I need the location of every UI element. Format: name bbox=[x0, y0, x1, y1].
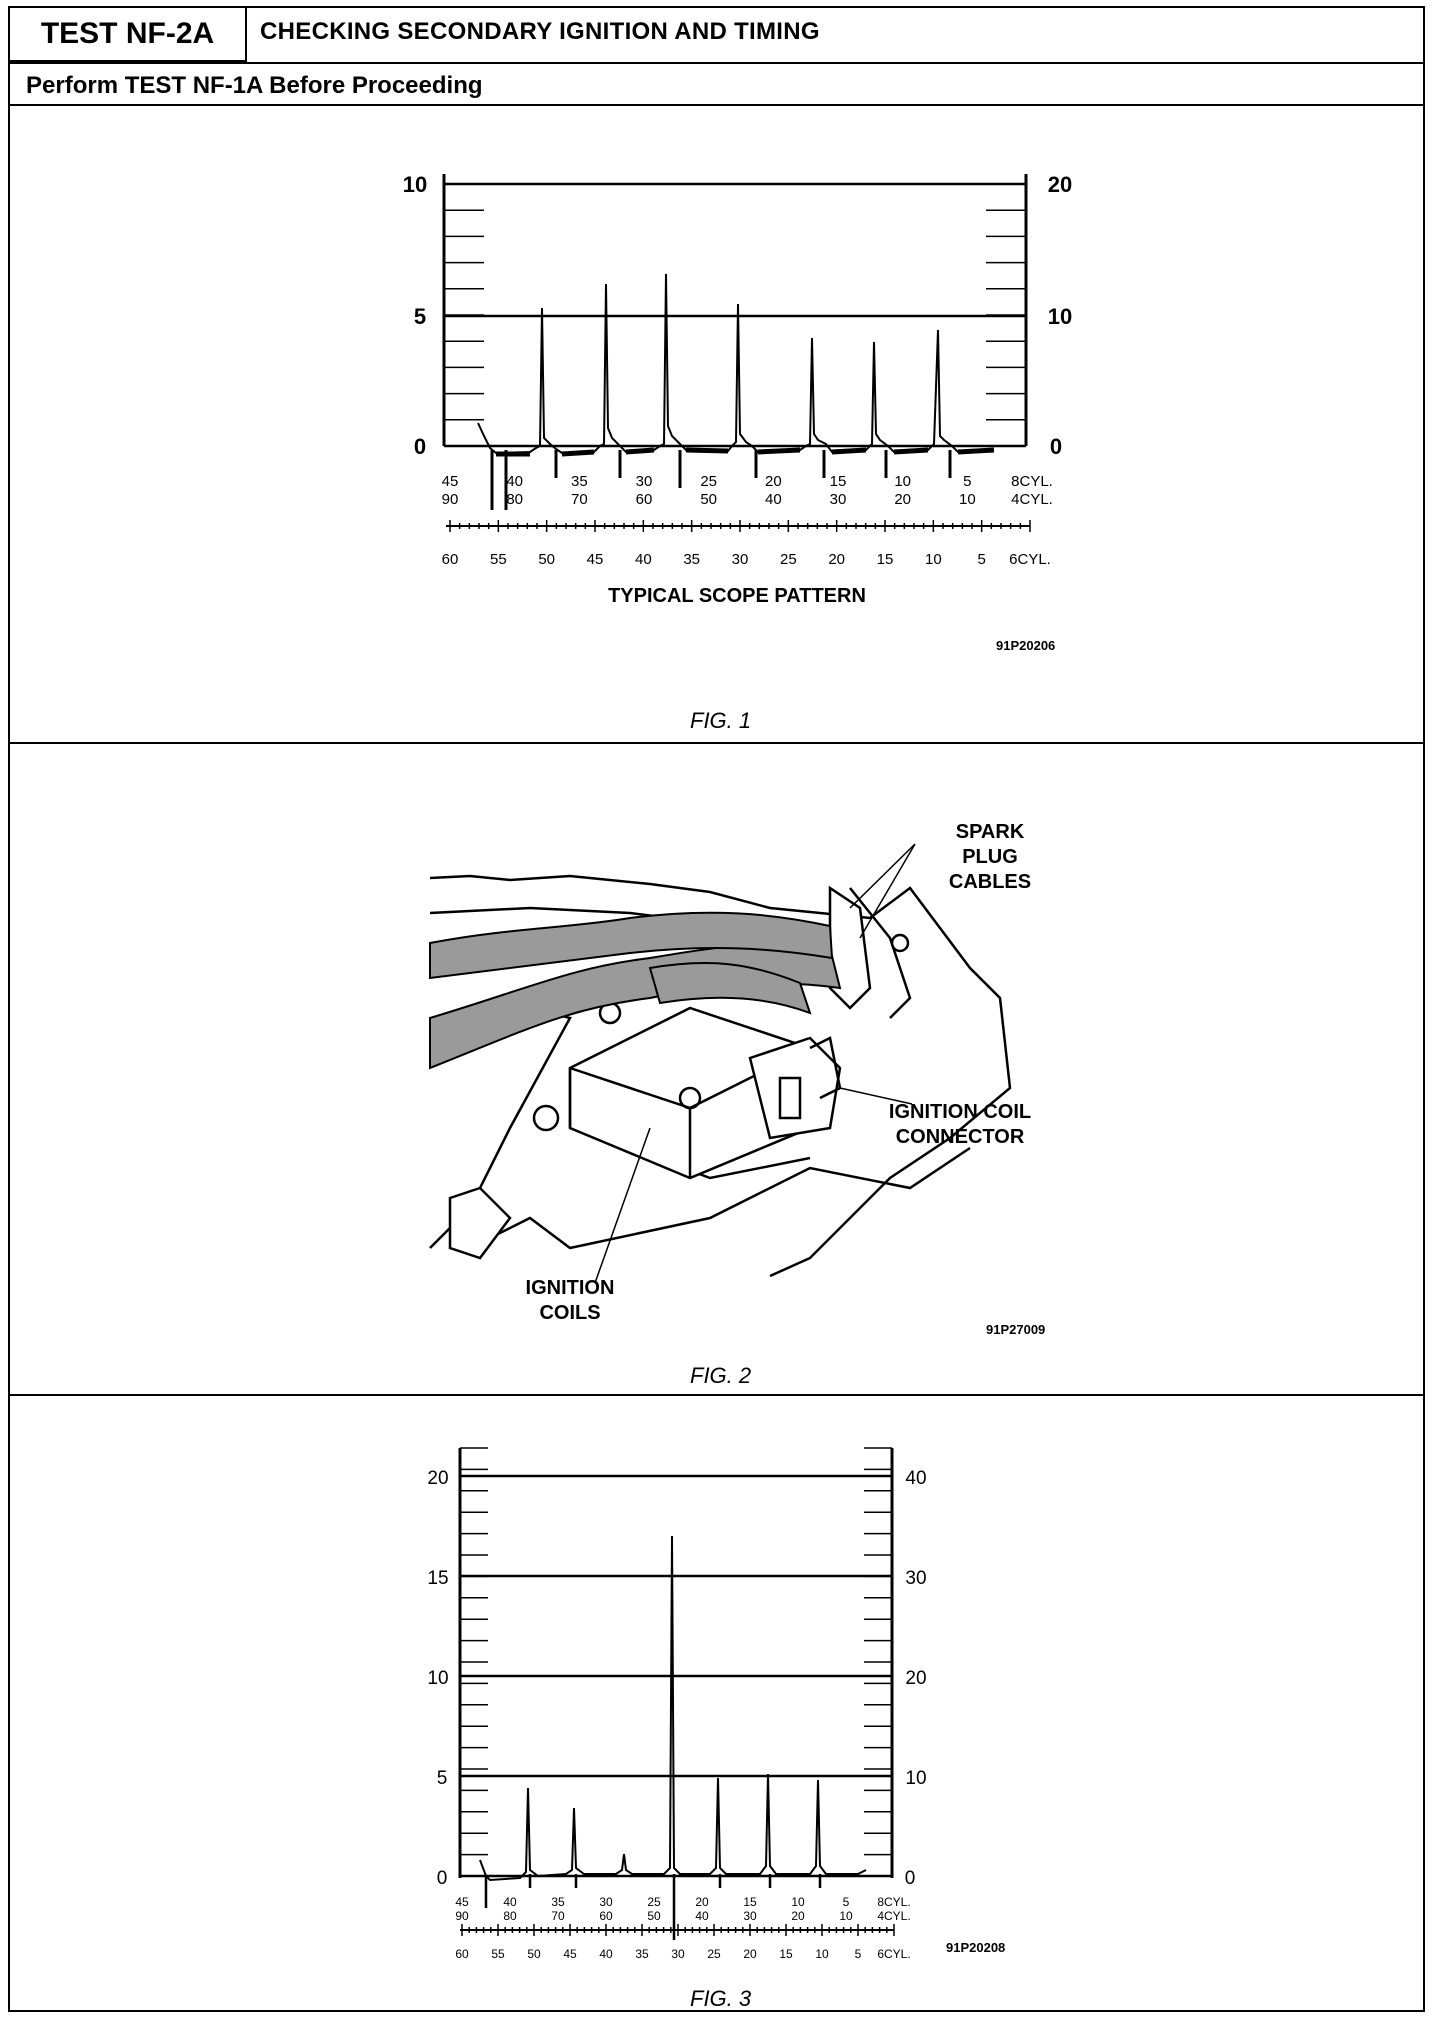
x-tick-8cyl: 35 bbox=[551, 1895, 565, 1909]
y-right-40: 40 bbox=[905, 1468, 927, 1489]
divider bbox=[10, 62, 1423, 64]
y-left-0: 0 bbox=[413, 434, 427, 459]
y-right-30: 30 bbox=[905, 1568, 927, 1589]
x-tick-6cyl: 10 bbox=[815, 1947, 829, 1961]
x-tick-6cyl: 50 bbox=[527, 1947, 541, 1961]
x-tick-4cyl: 20 bbox=[791, 1909, 805, 1923]
x-tick-4cyl: 40 bbox=[695, 1909, 709, 1923]
label-ignition-coil-connector: IGNITION COIL CONNECTOR bbox=[888, 1101, 1032, 1148]
figure-code: 91P20208 bbox=[946, 1940, 1006, 1955]
x-tick-4cyl: 90 bbox=[441, 491, 459, 508]
x-tick-6cyl: 5 bbox=[854, 1947, 862, 1961]
x-tick-8cyl: 15 bbox=[829, 473, 847, 490]
x-tick-8cyl: 40 bbox=[503, 1895, 517, 1909]
x-tick-4cyl: 70 bbox=[551, 1909, 565, 1923]
test-title: CHECKING SECONDARY IGNITION AND TIMING bbox=[260, 18, 820, 45]
label-spark-plug-cables: SPARK PLUG CABLES bbox=[948, 821, 1032, 893]
x-tick-6cyl: 40 bbox=[599, 1947, 613, 1961]
test-header bbox=[10, 8, 1423, 104]
x-tick-4cyl: 4CYL. bbox=[877, 1909, 911, 1923]
x-tick-8cyl: 20 bbox=[695, 1895, 709, 1909]
x-tick-6cyl: 30 bbox=[731, 551, 749, 568]
x-tick-8cyl: 10 bbox=[791, 1895, 805, 1909]
x-tick-6cyl: 45 bbox=[586, 551, 604, 568]
label-ignition-coils: IGNITION COILS bbox=[525, 1277, 615, 1324]
x-tick-4cyl: 30 bbox=[743, 1909, 757, 1923]
y-right-10: 10 bbox=[1047, 304, 1073, 329]
x-tick-6cyl: 20 bbox=[828, 551, 846, 568]
x-tick-6cyl: 35 bbox=[683, 551, 701, 568]
y-left-0: 0 bbox=[436, 1868, 448, 1889]
ignition-coil-illustration bbox=[10, 744, 1423, 1394]
x-tick-8cyl: 20 bbox=[764, 473, 782, 490]
x-tick-8cyl: 8CYL. bbox=[877, 1895, 911, 1909]
x-tick-6cyl: 6CYL. bbox=[877, 1947, 911, 1961]
test-id: TEST NF-2A bbox=[10, 8, 247, 62]
prerequisite-note: Perform TEST NF-1A Before Proceeding bbox=[26, 72, 483, 99]
x-tick-6cyl: 25 bbox=[707, 1947, 721, 1961]
y-left-20: 20 bbox=[427, 1468, 449, 1489]
y-left-10: 10 bbox=[427, 1668, 449, 1689]
x-tick-6cyl: 35 bbox=[635, 1947, 649, 1961]
x-tick-8cyl: 30 bbox=[635, 473, 653, 490]
waveform-1-shade bbox=[496, 450, 994, 454]
x-tick-8cyl: 5 bbox=[963, 473, 972, 490]
y-right-10: 10 bbox=[905, 1768, 927, 1789]
x-tick-6cyl: 50 bbox=[538, 551, 556, 568]
x-tick-6cyl: 40 bbox=[634, 551, 652, 568]
x-tick-4cyl: 10 bbox=[839, 1909, 853, 1923]
x-tick-4cyl: 10 bbox=[958, 491, 976, 508]
x-tick-8cyl: 25 bbox=[647, 1895, 661, 1909]
y-left-10: 10 bbox=[402, 172, 428, 197]
x-tick-4cyl: 50 bbox=[700, 491, 718, 508]
x-tick-4cyl: 60 bbox=[599, 1909, 613, 1923]
x-tick-6cyl: 15 bbox=[876, 551, 894, 568]
x-tick-6cyl: 5 bbox=[977, 551, 986, 568]
pattern-label: TYPICAL SCOPE PATTERN bbox=[608, 585, 866, 607]
waveform-3 bbox=[480, 1536, 866, 1880]
x-tick-6cyl: 55 bbox=[489, 551, 507, 568]
x-tick-4cyl: 4CYL. bbox=[1011, 491, 1053, 508]
x-tick-8cyl: 10 bbox=[894, 473, 912, 490]
y-left-5: 5 bbox=[436, 1768, 448, 1789]
x-tick-6cyl: 30 bbox=[671, 1947, 685, 1961]
figure-caption: FIG. 2 bbox=[690, 1363, 752, 1388]
x-tick-4cyl: 50 bbox=[647, 1909, 661, 1923]
x-tick-4cyl: 90 bbox=[455, 1909, 469, 1923]
y-left-5: 5 bbox=[413, 304, 427, 329]
waveform-1 bbox=[478, 274, 994, 453]
x-tick-4cyl: 60 bbox=[635, 491, 653, 508]
x-tick-6cyl: 55 bbox=[491, 1947, 505, 1961]
figure-caption: FIG. 1 bbox=[690, 708, 752, 733]
x-tick-8cyl: 8CYL. bbox=[1011, 473, 1053, 490]
figure-caption: FIG. 3 bbox=[690, 1986, 752, 2011]
y-right-20: 20 bbox=[905, 1668, 927, 1689]
x-tick-8cyl: 45 bbox=[441, 473, 459, 490]
x-tick-6cyl: 60 bbox=[441, 551, 459, 568]
x-tick-8cyl: 5 bbox=[842, 1895, 850, 1909]
x-tick-8cyl: 25 bbox=[700, 473, 718, 490]
x-tick-4cyl: 70 bbox=[570, 491, 588, 508]
scope-pattern-1 bbox=[10, 106, 1423, 746]
y-right-0: 0 bbox=[904, 1868, 916, 1889]
x-tick-6cyl: 6CYL. bbox=[1009, 551, 1051, 568]
x-tick-6cyl: 60 bbox=[455, 1947, 469, 1961]
y-left-15: 15 bbox=[427, 1568, 449, 1589]
x-tick-4cyl: 20 bbox=[894, 491, 912, 508]
figure-code: 91P20206 bbox=[996, 638, 1056, 653]
x-tick-6cyl: 45 bbox=[563, 1947, 577, 1961]
x-tick-8cyl: 15 bbox=[743, 1895, 757, 1909]
x-tick-6cyl: 15 bbox=[779, 1947, 793, 1961]
x-tick-4cyl: 40 bbox=[764, 491, 782, 508]
dwell-dips-1 bbox=[492, 450, 950, 510]
scope-pattern-3 bbox=[10, 1396, 1423, 2014]
page-frame bbox=[8, 6, 1425, 2012]
y-right-20: 20 bbox=[1047, 172, 1073, 197]
x-tick-4cyl: 80 bbox=[503, 1909, 517, 1923]
x-tick-8cyl: 45 bbox=[455, 1895, 469, 1909]
x-tick-4cyl: 30 bbox=[829, 491, 847, 508]
x-tick-8cyl: 40 bbox=[506, 473, 524, 490]
x-tick-8cyl: 35 bbox=[570, 473, 588, 490]
x-tick-6cyl: 20 bbox=[743, 1947, 757, 1961]
x-tick-6cyl: 10 bbox=[924, 551, 942, 568]
y-right-0: 0 bbox=[1049, 434, 1063, 459]
figure-code: 91P27009 bbox=[986, 1322, 1046, 1337]
x-tick-6cyl: 25 bbox=[779, 551, 797, 568]
scope-grid-3 bbox=[460, 1448, 892, 1878]
x-tick-4cyl: 80 bbox=[506, 491, 524, 508]
x-tick-8cyl: 30 bbox=[599, 1895, 613, 1909]
